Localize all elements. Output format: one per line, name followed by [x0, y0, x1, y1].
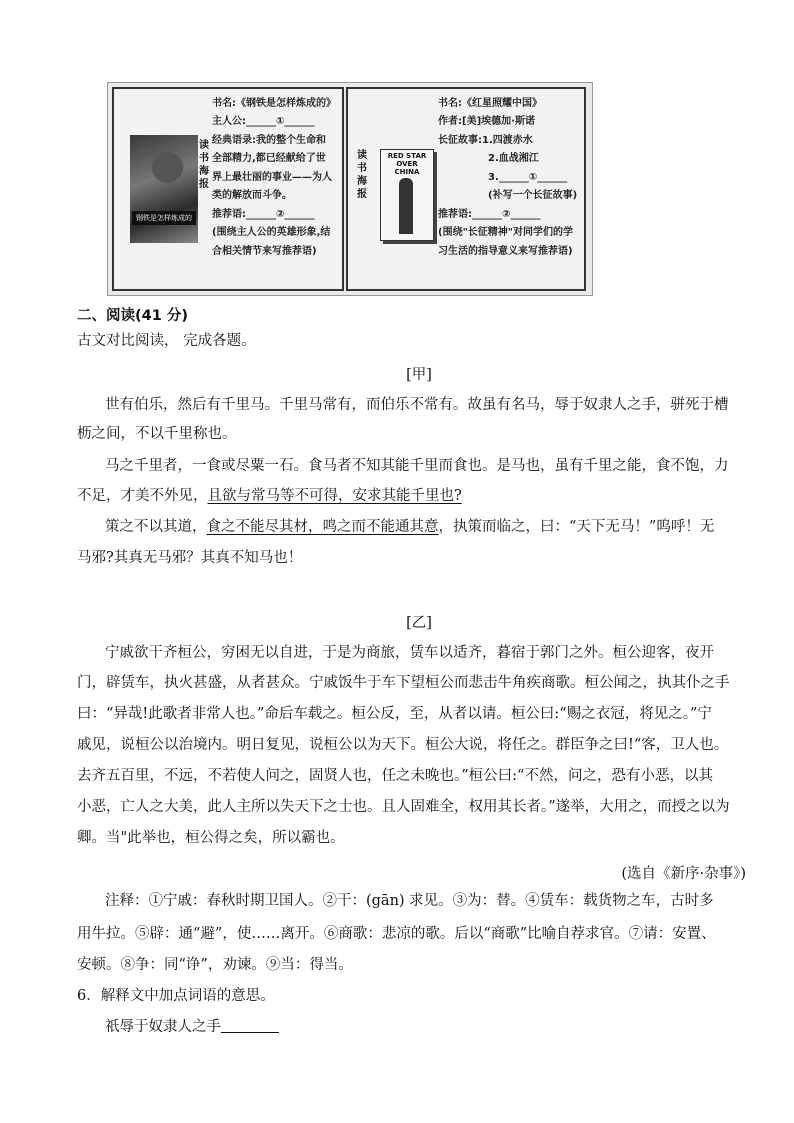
poster-steel	[112, 87, 344, 291]
poster-line: 3.______①______	[438, 172, 568, 183]
poster-line: (补写一个长征故事)	[438, 190, 578, 201]
poster-line: (围绕"长征精神"对同学们的学	[438, 227, 573, 238]
poster-line: 习生活的指导意义来写推荐语)	[438, 246, 573, 257]
poster-side-label: 读书海报	[357, 150, 367, 200]
poster-line: 合相关情节来写推荐语)	[212, 246, 317, 257]
poster-line: 书名:《红星照耀中国》	[438, 98, 542, 109]
passage-jia-line: 马邪?其真无马邪？其真不知马也！	[77, 550, 303, 566]
poster-line: 全部精力,都已经献给了世	[212, 153, 326, 164]
passage-yi-line: 卿。当"此举也，桓公得之矣，所以霸也。	[77, 830, 345, 846]
answer-blank[interactable]	[221, 1018, 279, 1033]
passage-yi-line: 小恶，亡人之大美，此人主所以失天下之士也。且人固难全，权用其长者。”遂举，大用之，而授之以为	[77, 799, 730, 815]
passage-jia-line: 枥之间，不以千里称也。	[77, 426, 237, 442]
section-intro: 古文对比阅读， 完成各题。	[77, 333, 256, 349]
poster-line: 经典语录:我的整个生命和	[212, 135, 326, 146]
poster-line: (围绕主人公的英雄形象,结	[212, 227, 331, 238]
book-cover-red-star	[380, 149, 434, 241]
poster-line: 作者:[美]埃德加·斯诺	[438, 116, 535, 127]
passage-jia-line: 不足，才美不外见，且欲与常马等不可得，安求其能千里也?	[77, 488, 462, 504]
question-6-item: 祇辱于奴隶人之手	[105, 1017, 279, 1037]
underlined-sentence: 且欲与常马等不可得，安求其能千里也?	[207, 488, 462, 504]
passage-yi-line: 宁戚欲干齐桓公，穷困无以自进，于是为商旅，赁车以适齐，暮宿于郭门之外。桓公迎客，夜开	[105, 645, 714, 661]
book-cover-title: RED STAR OVER CHINA	[387, 152, 427, 176]
poster-line: 推荐语:______②______	[438, 209, 541, 220]
passage-yi-source: (选自《新序·杂事》)	[621, 866, 746, 882]
poster-line: 推荐语:______②______	[212, 209, 315, 220]
passage-yi-line: 去齐五百里，不远，不若使人问之，固贤人也，任之未晚也。”桓公曰:“不然，问之，恐有小恶，以其	[77, 768, 713, 784]
passage-yi-line: 门，辟赁车，执火甚盛，从者甚众。宁戚饭牛于车下望桓公而悲击牛角疾商歌。桓公闻之，执其仆之手	[77, 675, 730, 691]
notes-line: 用牛拉。⑤辟：通“避”，使……离开。⑥商歌：悲凉的歌。后以“商歌”比喻自荐求官。⑦请：安置、	[77, 926, 716, 942]
underlined-sentence: 食之不能尽其材，鸣之而不能通其意	[206, 519, 439, 535]
notes-line: 安顿。⑧争：同“诤”，劝谏。⑨当：得当。	[77, 957, 353, 973]
passage-jia-label: [甲]	[406, 367, 432, 383]
book-cover-title: 钢铁是怎样炼成的	[132, 211, 196, 225]
passage-jia-line: 策之不以其道，食之不能尽其材，鸣之而不能通其意，执策而临之，曰：“天下无马！”呜呼！无	[105, 519, 715, 535]
passage-yi-line: 曰：“异哉!此歌者非常人也。”命后车载之。桓公反，至，从者以请。桓公曰:“赐之衣冠，将见之。”宁	[77, 706, 712, 722]
notes-line: 注释：①宁戚：春秋时期卫国人。②干：(gān) 求见。③为：替。④赁车：载货物之车，古时多	[105, 893, 714, 909]
poster-line: 主人公:______①______	[212, 116, 315, 127]
poster-line: 2.血战湘江	[438, 153, 539, 164]
passage-yi-label: [乙]	[406, 615, 432, 631]
poster-line: 类的解放而斗争。	[212, 190, 292, 201]
poster-line: 书名:《钢铁是怎样炼成的》	[212, 98, 336, 109]
poster-red-star	[346, 87, 586, 291]
passage-jia-line: 世有伯乐，然后有千里马。千里马常有，而伯乐不常有。故虽有名马，辱于奴隶人之手，骈死于槽	[105, 397, 729, 413]
passage-jia-line: 马之千里者，一食或尽粟一石。食马者不知其能千里而食也。是马也，虽有千里之能，食不饱，力	[105, 458, 729, 474]
poster-side-label: 读书海报	[199, 140, 209, 190]
book-cover-steel	[130, 135, 198, 243]
bugler-figure	[399, 178, 413, 234]
reading-poster-image	[107, 82, 593, 296]
passage-yi-line: 戚见，说桓公以治境内。明日复见，说桓公以为天下。桓公大说，将任之。群臣争之曰!“客，卫人也。	[77, 737, 729, 753]
poster-line: 界上最壮丽的事业——为人	[212, 172, 332, 183]
section-heading: 二、阅读(41 分)	[77, 308, 188, 324]
question-6: 6．解释文中加点词语的意思。	[77, 988, 275, 1004]
poster-line: 长征故事:1.四渡赤水	[438, 135, 533, 146]
